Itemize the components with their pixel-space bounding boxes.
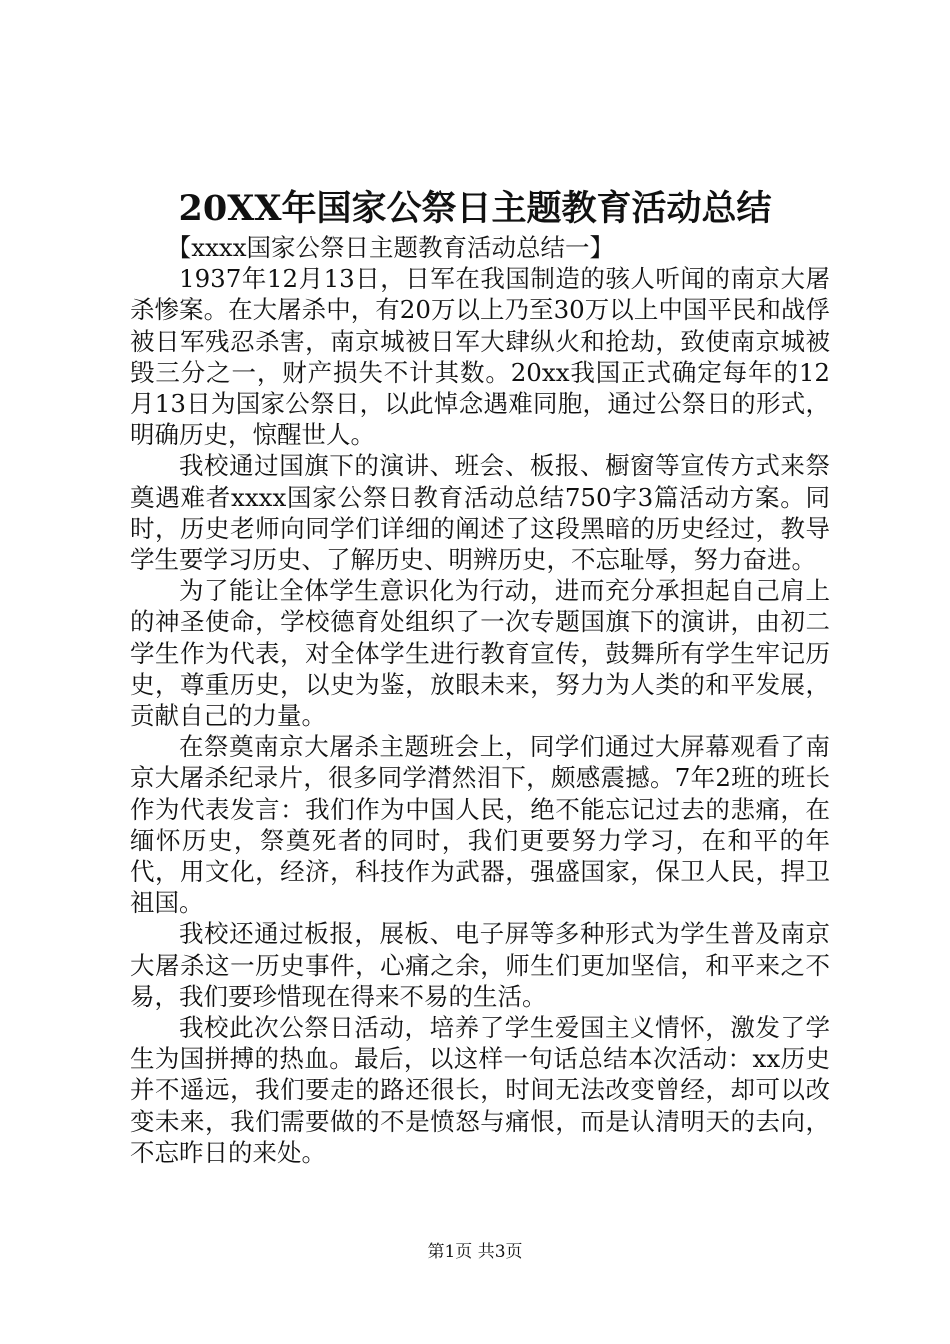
paragraph-3: 为了能让全体学生意识化为行动，进而充分承担起自己肩上的神圣使命，学校德育处组织了一次专题国旗下的演讲，由初二学生作为代表，对全体学生进行教育宣传，鼓舞所有学生牢记历史，尊重历史，以史为鉴，放眼未来，努力为人类的和平发展，贡献自己的力量。 xyxy=(130,576,830,731)
document-title: 20XX年国家公祭日主题教育活动总结 xyxy=(178,188,772,229)
paragraph-1: 1937年12月13日，日军在我国制造的骇人听闻的南京大屠杀惨案。在大屠杀中，有20万以上乃至30万以上中国平民和战俘被日军残忍杀害，南京城被日军大肆纵火和抢劫，致使南京城被毁三分之一，财产损失不计其数。20xx我国正式确定每年的12月13日为国家公祭日，以此悼念遇难同胞，通过公祭日的形式，明确历史，惊醒世人。 xyxy=(130,264,830,450)
section-subheading: 【xxxx国家公祭日主题教育活动总结一】 xyxy=(166,233,615,262)
paragraph-4: 在祭奠南京大屠杀主题班会上，同学们通过大屏幕观看了南京大屠杀纪录片，很多同学潸然泪下，颇感震撼。7年2班的班长作为代表发言：我们作为中国人民，绝不能忘记过去的悲痛，在缅怀历史，祭奠死者的同时，我们更要努力学习，在和平的年代，用文化，经济，科技作为武器，强盛国家，保卫人民，捍卫祖国。 xyxy=(130,732,830,918)
paragraph-2: 我校通过国旗下的演讲、班会、板报、橱窗等宣传方式来祭奠遇难者xxxx国家公祭日教育活动总结750字3篇活动方案。同时，历史老师向同学们详细的阐述了这段黑暗的历史经过，教导学生要学习历史、了解历史、明辨历史，不忘耻辱，努力奋进。 xyxy=(130,451,830,575)
paragraph-5: 我校还通过板报，展板、电子屏等多种形式为学生普及南京大屠杀这一历史事件，心痛之余，师生们更加坚信，和平来之不易，我们要珍惜现在得来不易的生活。 xyxy=(130,919,830,1011)
document-body xyxy=(130,232,830,1168)
paragraph-6: 我校此次公祭日活动，培养了学生爱国主义情怀，激发了学生为国拼搏的热血。最后，以这样一句话总结本次活动：xx历史并不遥远，我们要走的路还很长，时间无法改变曾经，却可以改变未来，我们需要做的不是愤怒与痛恨，而是认清明天的去向，不忘昨日的来处。 xyxy=(130,1013,830,1167)
page-footer: 第1页 共3页 xyxy=(427,1242,523,1262)
